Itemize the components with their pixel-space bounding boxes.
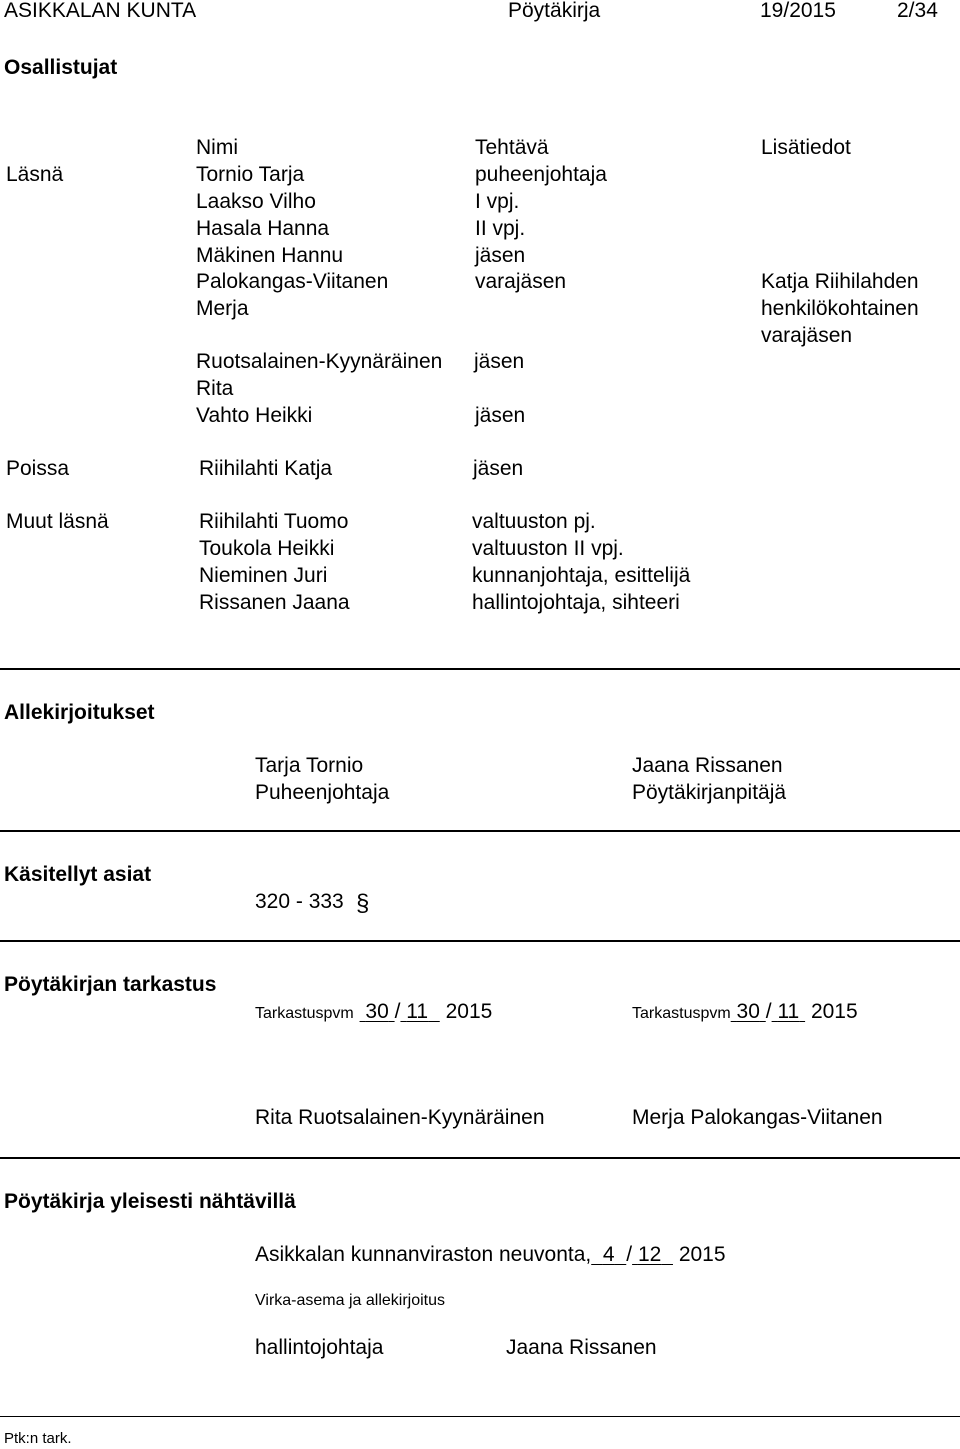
participant-name: Nieminen Juri: [199, 564, 328, 587]
official-signer: Jaana Rissanen: [506, 1336, 657, 1359]
participant-role: jäsen: [473, 457, 524, 480]
section-mark-icon: §: [356, 890, 370, 917]
participant-role: jäsen: [475, 404, 526, 427]
participant-name: Ruotsalainen-Kyynäräinen: [196, 350, 443, 373]
official-position: hallintojohtaja: [255, 1336, 384, 1359]
secretary-name: Jaana Rissanen: [632, 754, 783, 777]
review-date-right: Tarkastuspvm 30 / 11 2015: [632, 1000, 858, 1023]
participant-name: Vahto Heikki: [196, 404, 313, 427]
others-present-label: Muut läsnä: [6, 510, 109, 533]
participant-role: II vpj.: [475, 217, 526, 240]
column-header-info: Lisätiedot: [761, 136, 851, 159]
review-month: 11: [777, 1000, 800, 1023]
document-number: 19/2015: [760, 0, 836, 22]
participant-name: Toukola Heikki: [199, 537, 335, 560]
review-title: Pöytäkirjan tarkastus: [4, 973, 217, 996]
position-label: Virka-asema ja allekirjoitus: [255, 1292, 445, 1309]
reviewer-right: Merja Palokangas-Viitanen: [632, 1106, 883, 1129]
review-day: 30: [365, 1000, 389, 1023]
secretary-role: Pöytäkirjanpitäjä: [632, 781, 787, 804]
section-divider: [0, 830, 960, 832]
items-range: 320 - 333: [255, 890, 344, 913]
participant-name: Riihilahti Tuomo: [199, 510, 349, 533]
participant-name: Mäkinen Hannu: [196, 244, 344, 267]
participant-name-continued: Merja: [196, 297, 249, 320]
review-year: 2015: [445, 1000, 493, 1023]
participant-info: varajäsen: [761, 324, 853, 347]
column-header-role: Tehtävä: [475, 136, 549, 159]
participant-role: jäsen: [474, 350, 525, 373]
items-title: Käsitellyt asiat: [4, 863, 152, 886]
public-month: 12: [637, 1243, 662, 1266]
page-number: 2/34: [897, 0, 938, 22]
signatures-title: Allekirjoitukset: [4, 701, 155, 724]
absent-label: Poissa: [6, 457, 70, 480]
public-year: 2015: [678, 1243, 726, 1266]
section-divider: [0, 1157, 960, 1159]
participant-name: Tornio Tarja: [196, 163, 305, 186]
review-date-label: Tarkastuspvm: [632, 1005, 731, 1022]
section-divider: [0, 940, 960, 942]
participant-name: Laakso Vilho: [196, 190, 316, 213]
chair-name: Tarja Tornio: [255, 754, 364, 777]
participant-info: henkilökohtainen: [761, 297, 919, 320]
public-display-title: Pöytäkirja yleisesti nähtävillä: [4, 1190, 296, 1213]
participants-title: Osallistujat: [4, 56, 118, 79]
participant-role: varajäsen: [475, 270, 567, 293]
participant-name: Rissanen Jaana: [199, 591, 350, 614]
public-day: 4: [602, 1243, 615, 1266]
participant-role: puheenjohtaja: [475, 163, 607, 186]
chair-role: Puheenjohtaja: [255, 781, 390, 804]
participant-name: Riihilahti Katja: [199, 457, 333, 480]
participant-name: Hasala Hanna: [196, 217, 330, 240]
section-divider: [0, 668, 960, 670]
document-type: Pöytäkirja: [508, 0, 601, 22]
public-place: Asikkalan kunnanviraston neuvonta,: [255, 1243, 592, 1266]
column-header-name: Nimi: [196, 136, 238, 159]
review-year: 2015: [810, 1000, 858, 1023]
municipality-name: ASIKKALAN KUNTA: [4, 0, 197, 22]
present-label: Läsnä: [6, 163, 64, 186]
footer-divider: [0, 1416, 960, 1417]
review-month: 11: [406, 1000, 429, 1023]
review-date-left: Tarkastuspvm 30 / 11 2015: [255, 1000, 493, 1023]
participant-info: Katja Riihilahden: [761, 270, 919, 293]
participant-role: valtuuston pj.: [472, 510, 596, 533]
participant-role: I vpj.: [475, 190, 520, 213]
participant-role: kunnanjohtaja, esittelijä: [472, 564, 691, 587]
review-date-label: Tarkastuspvm: [255, 1005, 354, 1022]
participant-name-continued: Rita: [196, 377, 234, 400]
participant-role: valtuuston II vpj.: [472, 537, 624, 560]
participant-name: Palokangas-Viitanen: [196, 270, 389, 293]
footer-note: Ptk:n tark.: [4, 1430, 72, 1447]
participant-role: jäsen: [475, 244, 526, 267]
review-day: 30: [736, 1000, 760, 1023]
public-display-line: Asikkalan kunnanviraston neuvonta, 4 / 12 2015: [255, 1243, 726, 1266]
reviewer-left: Rita Ruotsalainen-Kyynäräinen: [255, 1106, 545, 1129]
participant-role: hallintojohtaja, sihteeri: [472, 591, 680, 614]
